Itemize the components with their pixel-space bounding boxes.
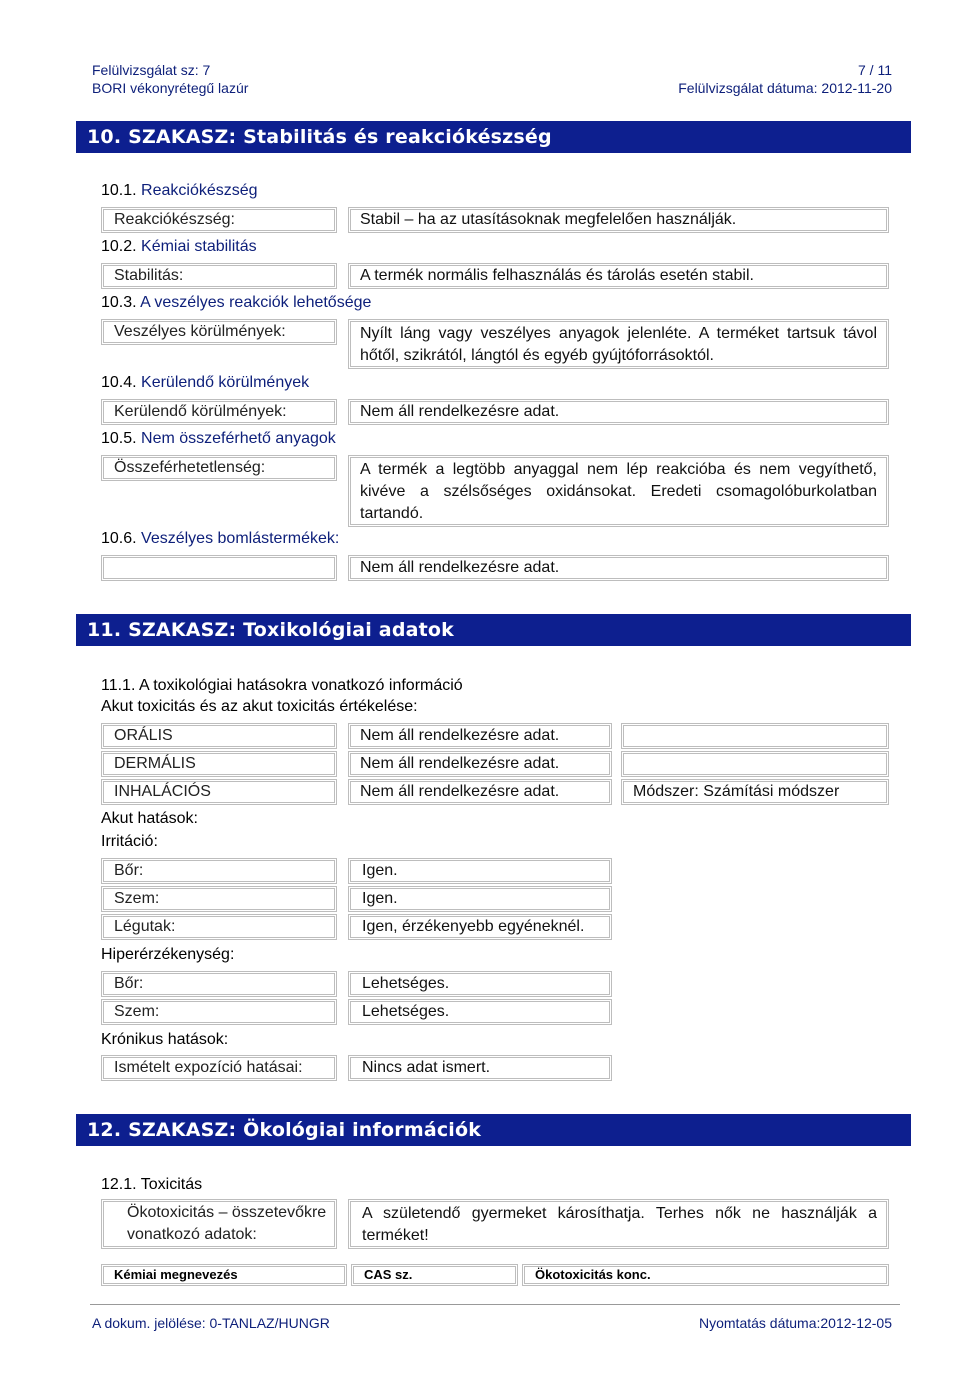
document-id: A dokum. jelölése: 0-TANLAZ/HUNGR bbox=[92, 1315, 330, 1331]
section-10-title: 10. SZAKASZ: Stabilitás és reakciókészség bbox=[76, 121, 911, 153]
method-inhalation: Módszer: Számítási módszer bbox=[621, 779, 889, 805]
value-hypersens-skin: Lehetséges. bbox=[348, 971, 612, 997]
heading-12-1: 12.1. Toxicitás bbox=[101, 1176, 203, 1193]
hypersensitivity-title: Hiperérzékenység: bbox=[101, 946, 235, 963]
value-stability: A termék normális felhasználás és tárolás esetén stabil. bbox=[348, 263, 889, 289]
value-hazardous-conditions: Nyílt láng vagy veszélyes anyagok jelenléte. A terméket tartsuk távol hőtől, szikrától, lángtól és egyéb gyújtóforrásoktól. bbox=[348, 319, 889, 369]
label-ecotoxicity: Ökotoxicitás – összetevőkre vonatkozó adatok: bbox=[101, 1199, 337, 1249]
heading-10-1: 10.1. Reakciókészség bbox=[101, 182, 258, 199]
footer-divider bbox=[90, 1304, 900, 1305]
value-repeated-exposure: Nincs adat ismert. bbox=[348, 1055, 612, 1081]
page-number: 7 / 11 bbox=[858, 62, 892, 78]
chronic-effects-title: Krónikus hatások: bbox=[101, 1031, 229, 1048]
value-irritation-eye: Igen. bbox=[348, 886, 612, 912]
label-reactivity: Reakciókészség: bbox=[101, 207, 337, 233]
value-irritation-skin: Igen. bbox=[348, 858, 612, 884]
col-chemical-name: Kémiai megnevezés bbox=[101, 1264, 347, 1286]
value-irritation-airways: Igen, érzékenyebb egyéneknél. bbox=[348, 914, 612, 940]
label-dermal: DERMÁLIS bbox=[101, 751, 337, 777]
revision-number: Felülvizsgálat sz: 7 bbox=[92, 62, 211, 78]
heading-10-4: 10.4. Kerülendő körülmények bbox=[101, 374, 310, 391]
label-irritation-skin: Bőr: bbox=[101, 858, 337, 884]
heading-10-3: 10.3. A veszélyes reakciók lehetősége bbox=[101, 294, 372, 311]
value-hypersens-eye: Lehetséges. bbox=[348, 999, 612, 1025]
label-irritation-airways: Légutak: bbox=[101, 914, 337, 940]
heading-11-1: 11.1. A toxikológiai hatásokra vonatkozó információ bbox=[101, 677, 463, 694]
acute-toxicity-title: Akut toxicitás és az akut toxicitás értékelése: bbox=[101, 698, 418, 715]
label-stability: Stabilitás: bbox=[101, 263, 337, 289]
heading-10-5: 10.5. Nem összeférhető anyagok bbox=[101, 430, 336, 447]
label-incompatibility: Összeférhetetlenség: bbox=[101, 455, 337, 481]
product-name: BORI vékonyrétegű lazúr bbox=[92, 80, 249, 96]
heading-10-6: 10.6. Veszélyes bomlástermékek: bbox=[101, 530, 340, 547]
revision-date: Felülvizsgálat dátuma: 2012-11-20 bbox=[678, 80, 892, 96]
label-oral: ORÁLIS bbox=[101, 723, 337, 749]
col-cas-number: CAS sz. bbox=[351, 1264, 518, 1286]
section-11-title: 11. SZAKASZ: Toxikológiai adatok bbox=[76, 614, 911, 646]
col-ecotox-conc: Ökotoxicitás konc. bbox=[522, 1264, 889, 1286]
label-conditions-to-avoid: Kerülendő körülmények: bbox=[101, 399, 337, 425]
section-12-title: 12. SZAKASZ: Ökológiai információk bbox=[76, 1114, 911, 1146]
method-dermal bbox=[621, 751, 889, 777]
value-inhalation: Nem áll rendelkezésre adat. bbox=[348, 779, 612, 805]
label-irritation-eye: Szem: bbox=[101, 886, 337, 912]
label-hazardous-conditions: Veszélyes körülmények: bbox=[101, 319, 337, 345]
label-repeated-exposure: Ismételt expozíció hatásai: bbox=[101, 1055, 337, 1081]
label-hypersens-skin: Bőr: bbox=[101, 971, 337, 997]
value-conditions-to-avoid: Nem áll rendelkezésre adat. bbox=[348, 399, 889, 425]
value-decomposition: Nem áll rendelkezésre adat. bbox=[348, 555, 889, 581]
label-decomposition-empty bbox=[101, 555, 337, 581]
value-oral: Nem áll rendelkezésre adat. bbox=[348, 723, 612, 749]
irritation-title: Irritáció: bbox=[101, 833, 158, 850]
label-inhalation: INHALÁCIÓS bbox=[101, 779, 337, 805]
heading-10-2: 10.2. Kémiai stabilitás bbox=[101, 238, 257, 255]
value-incompatibility: A termék a legtöbb anyaggal nem lép reakcióba és nem vegyíthető, kivéve a szélsőséges oxidánsokat. Eredeti csomagolóburkolatban tartandó. bbox=[348, 455, 889, 527]
value-dermal: Nem áll rendelkezésre adat. bbox=[348, 751, 612, 777]
method-oral bbox=[621, 723, 889, 749]
print-date: Nyomtatás dátuma:2012-12-05 bbox=[699, 1315, 892, 1331]
label-hypersens-eye: Szem: bbox=[101, 999, 337, 1025]
value-reactivity: Stabil – ha az utasításoknak megfelelően használják. bbox=[348, 207, 889, 233]
acute-effects-title: Akut hatások: bbox=[101, 810, 198, 827]
value-ecotoxicity: A születendő gyermeket károsíthatja. Terhes nők ne használják a terméket! bbox=[348, 1199, 889, 1249]
